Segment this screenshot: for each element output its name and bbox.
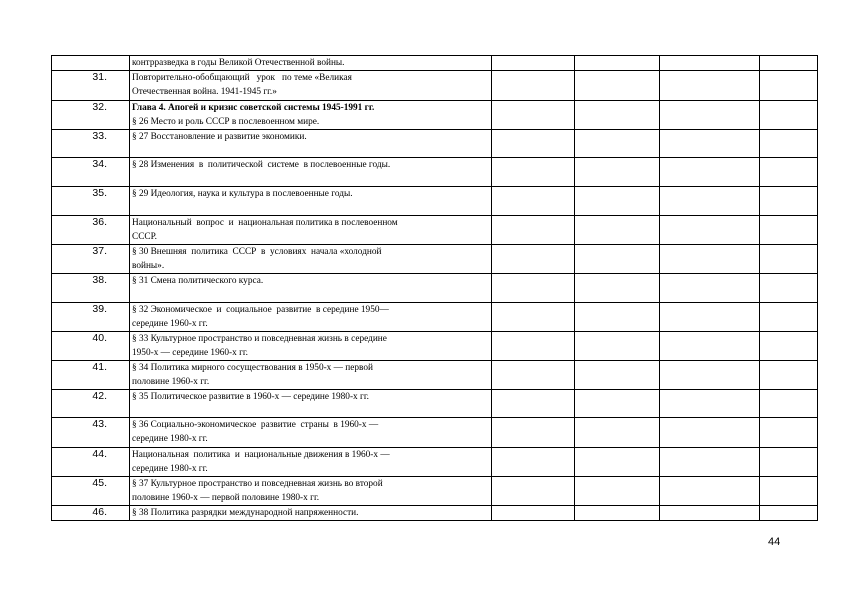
table-row: [52, 448, 818, 477]
empty-cell: [575, 303, 660, 332]
empty-cell: [760, 477, 818, 506]
lesson-topic-cell: [130, 158, 492, 187]
lesson-plan-table: [51, 55, 818, 521]
lesson-topic-line: Национальная политика и национальные движения в 1960-х —: [132, 450, 390, 460]
lesson-topic-line: половине 1960-х — первой половине 1980-х гг.: [132, 493, 320, 503]
empty-cell: [760, 245, 818, 274]
empty-cell: [760, 216, 818, 245]
table-row: [52, 506, 818, 521]
empty-cell: [492, 418, 575, 448]
lesson-topic-line: половине 1960-х гг.: [132, 377, 210, 387]
empty-cell: [760, 187, 818, 216]
empty-cell: [660, 187, 760, 216]
empty-cell: [660, 71, 760, 101]
lesson-topic-line: § 38 Политика разрядки международной напряженности.: [132, 508, 359, 518]
empty-cell: [660, 418, 760, 448]
lesson-topic-cell: [130, 274, 492, 303]
lesson-number-cell: 38.: [52, 274, 130, 303]
empty-cell: [660, 274, 760, 303]
empty-cell: [575, 187, 660, 216]
lesson-topic-cell: [130, 448, 492, 477]
lesson-topic-line: середине 1960-х гг.: [132, 319, 208, 329]
lesson-topic-line: контрразведка в годы Великой Отечественной войны.: [132, 58, 345, 68]
empty-cell: [575, 158, 660, 187]
lesson-number-cell: 44.: [52, 448, 130, 477]
lesson-topic-line: 1950-х — середине 1960-х гг.: [132, 348, 248, 358]
empty-cell: [492, 303, 575, 332]
table-row: [52, 303, 818, 332]
empty-cell: [492, 245, 575, 274]
lesson-topic-line: § 35 Политическое развитие в 1960-х — середине 1980-х гг.: [132, 392, 369, 402]
empty-cell: [492, 71, 575, 101]
page-number: 44: [768, 536, 781, 548]
lesson-number-cell: 34.: [52, 158, 130, 187]
empty-cell: [760, 71, 818, 101]
empty-cell: [660, 506, 760, 521]
lesson-topic-cell: [130, 361, 492, 390]
lesson-topic-cell: [130, 130, 492, 158]
empty-cell: [575, 448, 660, 477]
lesson-topic-line: войны».: [132, 261, 165, 271]
empty-cell: [575, 130, 660, 158]
empty-cell: [492, 274, 575, 303]
empty-cell: [575, 274, 660, 303]
lesson-topic-cell: [130, 101, 492, 130]
empty-cell: [575, 361, 660, 390]
empty-cell: [760, 448, 818, 477]
table-row: [52, 332, 818, 361]
empty-cell: [492, 130, 575, 158]
lesson-topic-line: § 28 Изменения в политической системе в послевоенные годы.: [132, 160, 391, 170]
empty-cell: [492, 448, 575, 477]
empty-cell: [660, 158, 760, 187]
table-row: [52, 216, 818, 245]
lesson-topic-cell: [130, 390, 492, 418]
empty-cell: [492, 361, 575, 390]
empty-cell: [492, 477, 575, 506]
lesson-topic-line: § 31 Смена политического курса.: [132, 276, 264, 286]
empty-cell: [760, 130, 818, 158]
lesson-topic-line: § 27 Восстановление и развитие экономики.: [132, 132, 307, 142]
empty-cell: [575, 245, 660, 274]
empty-cell: [575, 332, 660, 361]
empty-cell: [575, 101, 660, 130]
lesson-topic-cell: [130, 477, 492, 506]
empty-cell: [760, 418, 818, 448]
empty-cell: [760, 303, 818, 332]
lesson-topic-cell: [130, 71, 492, 101]
lesson-topic-line: § 29 Идеология, наука и культура в послевоенные годы.: [132, 189, 353, 199]
empty-cell: [492, 332, 575, 361]
lesson-number-cell: 46.: [52, 506, 130, 521]
lesson-topic-line: § 36 Социально-экономическое развитие страны в 1960-х —: [132, 420, 379, 430]
lesson-number-cell: 41.: [52, 361, 130, 390]
empty-cell: [660, 361, 760, 390]
empty-cell: [492, 390, 575, 418]
lesson-topic-cell: [130, 187, 492, 216]
empty-cell: [492, 158, 575, 187]
lesson-topic-line: § 33 Культурное пространство и повседневная жизнь в середине: [132, 334, 387, 344]
lesson-number-cell: 35.: [52, 187, 130, 216]
empty-cell: [760, 101, 818, 130]
lesson-number-cell: 45.: [52, 477, 130, 506]
empty-cell: [492, 216, 575, 245]
lesson-topic-cell: [130, 56, 492, 71]
empty-cell: [660, 332, 760, 361]
lesson-number-cell: 36.: [52, 216, 130, 245]
lesson-topic-line: середине 1980-х гг.: [132, 464, 208, 474]
empty-cell: [492, 187, 575, 216]
lesson-number-cell: 40.: [52, 332, 130, 361]
lesson-number-cell: 33.: [52, 130, 130, 158]
lesson-number-cell: 39.: [52, 303, 130, 332]
lesson-topic-line: Повторительно-обобщающий урок по теме «Великая: [132, 73, 352, 83]
empty-cell: [660, 56, 760, 71]
empty-cell: [660, 448, 760, 477]
lesson-topic-line: СССР.: [132, 232, 157, 242]
empty-cell: [760, 158, 818, 187]
empty-cell: [760, 332, 818, 361]
empty-cell: [660, 477, 760, 506]
lesson-topic-line: Отечественная война. 1941-1945 гг.»: [132, 87, 277, 97]
table-row: [52, 274, 818, 303]
empty-cell: [760, 506, 818, 521]
lesson-topic-line: § 34 Политика мирного сосуществования в 1950-х — первой: [132, 363, 373, 373]
empty-cell: [575, 56, 660, 71]
lesson-number-cell: 43.: [52, 418, 130, 448]
empty-cell: [492, 56, 575, 71]
lesson-number-cell: 42.: [52, 390, 130, 418]
empty-cell: [660, 101, 760, 130]
lesson-topic-cell: [130, 303, 492, 332]
table-row: [52, 71, 818, 101]
lesson-topic-line: середине 1980-х гг.: [132, 434, 208, 444]
lesson-topic-line: Глава 4. Апогей и кризис советской системы 1945-1991 гг.: [132, 103, 375, 113]
empty-cell: [575, 216, 660, 245]
table-body: [52, 56, 818, 521]
empty-cell: [660, 216, 760, 245]
empty-cell: [760, 361, 818, 390]
empty-cell: [575, 506, 660, 521]
empty-cell: [575, 71, 660, 101]
lesson-number-cell: 37.: [52, 245, 130, 274]
empty-cell: [760, 56, 818, 71]
empty-cell: [660, 245, 760, 274]
table-row: [52, 158, 818, 187]
table-row: [52, 418, 818, 448]
table-row: [52, 187, 818, 216]
table-row: [52, 361, 818, 390]
table-row: [52, 245, 818, 274]
lesson-topic-cell: [130, 216, 492, 245]
empty-cell: [760, 390, 818, 418]
lesson-topic-line: § 30 Внешняя политика СССР в условиях начала «холодной: [132, 247, 382, 257]
empty-cell: [492, 506, 575, 521]
empty-cell: [660, 130, 760, 158]
table-row: [52, 390, 818, 418]
empty-cell: [660, 390, 760, 418]
empty-cell: [660, 303, 760, 332]
table-row: [52, 56, 818, 71]
empty-cell: [492, 101, 575, 130]
lesson-number-cell: 32.: [52, 101, 130, 130]
table-row: [52, 101, 818, 130]
lesson-topic-line: § 26 Место и роль СССР в послевоенном мире.: [132, 117, 320, 127]
lesson-topic-line: Национальный вопрос и национальная политика в послевоенном: [132, 218, 398, 228]
table-row: [52, 130, 818, 158]
lesson-topic-cell: [130, 245, 492, 274]
lesson-topic-line: § 37 Культурное пространство и повседневная жизнь во второй: [132, 479, 383, 489]
lesson-number-cell: [52, 56, 130, 71]
lesson-topic-cell: [130, 332, 492, 361]
empty-cell: [575, 477, 660, 506]
table-row: [52, 477, 818, 506]
lesson-number-cell: 31.: [52, 71, 130, 101]
empty-cell: [575, 390, 660, 418]
empty-cell: [575, 418, 660, 448]
lesson-topic-line: § 32 Экономическое и социальное развитие в середине 1950—: [132, 305, 389, 315]
lesson-topic-cell: [130, 506, 492, 521]
empty-cell: [760, 274, 818, 303]
lesson-topic-cell: [130, 418, 492, 448]
